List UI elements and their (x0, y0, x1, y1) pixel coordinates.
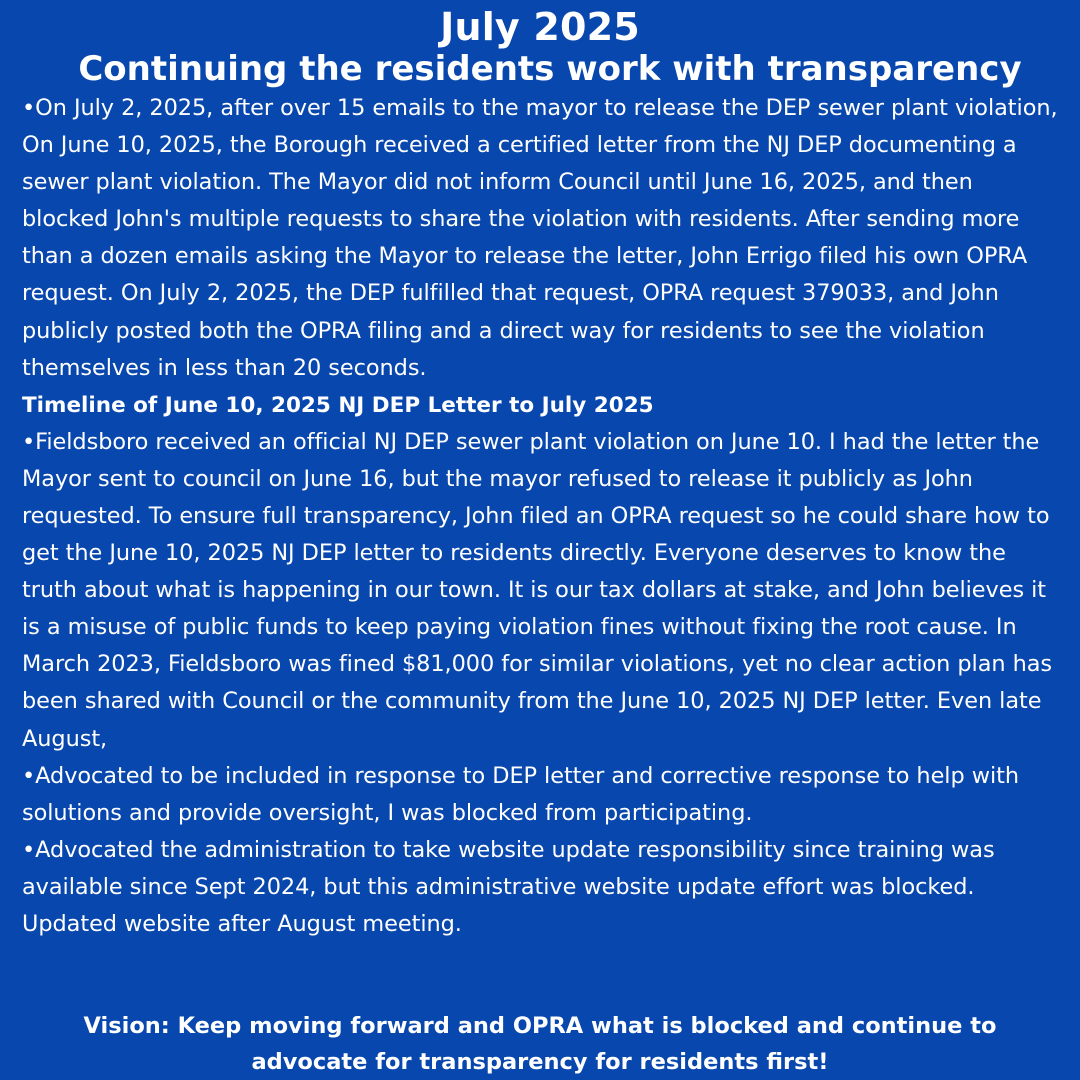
paragraph-july-2: •On July 2, 2025, after over 15 emails to the mayor to release the DEP sewer plant violation, On June 10, 2025, the Borough received a certified letter from the NJ DEP documenting a sewer plant violation. The Mayor did not inform Council until June 16, 2025, and then blocked John's multiple requests to share the violation with residents. After sending more than a dozen emails asking the Mayor to release the letter, John Errigo filed his own OPRA request. On July 2, 2025, the DEP fulfilled that request, OPRA request 379033, and John publicly posted both the OPRA filing and a direct way for residents to see the violation themselves in less than 20 seconds. (22, 95, 1058, 381)
paragraph-fieldsboro-violation: •Fieldsboro received an official NJ DEP sewer plant violation on June 10. I had the letter the Mayor sent to council on June 16, but the mayor refused to release it publicly as John requested. To ensure full transparency, John filed an OPRA request so he could share how to get the June 10, 2025 NJ DEP letter to residents directly. Everyone deserves to know the truth about what is happening in our town. It is our tax dollars at stake, and John believes it is a misuse of public funds to keep paying violation fines without fixing the root cause. In March 2023, Fieldsboro was fined $81,000 for similar violations, yet no clear action plan has been shared with Council or the community from the June 10, 2025 NJ DEP letter. Even late August, (22, 428, 1052, 752)
page-title: July 2025 (440, 5, 640, 49)
paragraph-advocated-website: •Advocated the administration to take website update responsibility since training was available since Sept 2024, but this administrative website update effort was blocked. Updated website after August meeting. (22, 836, 995, 937)
timeline-heading: Timeline of June 10, 2025 NJ DEP Letter to July 2025 (22, 392, 654, 418)
page-subtitle: Continuing the residents work with transparency (78, 49, 1022, 89)
paragraph-advocated-response: •Advocated to be included in response to DEP letter and corrective response to help with solutions and provide oversight, I was blocked from participating. (22, 762, 1020, 826)
vision-statement: Vision: Keep moving forward and OPRA what is blocked and continue to advocate for transparency for residents first! (83, 1013, 997, 1075)
